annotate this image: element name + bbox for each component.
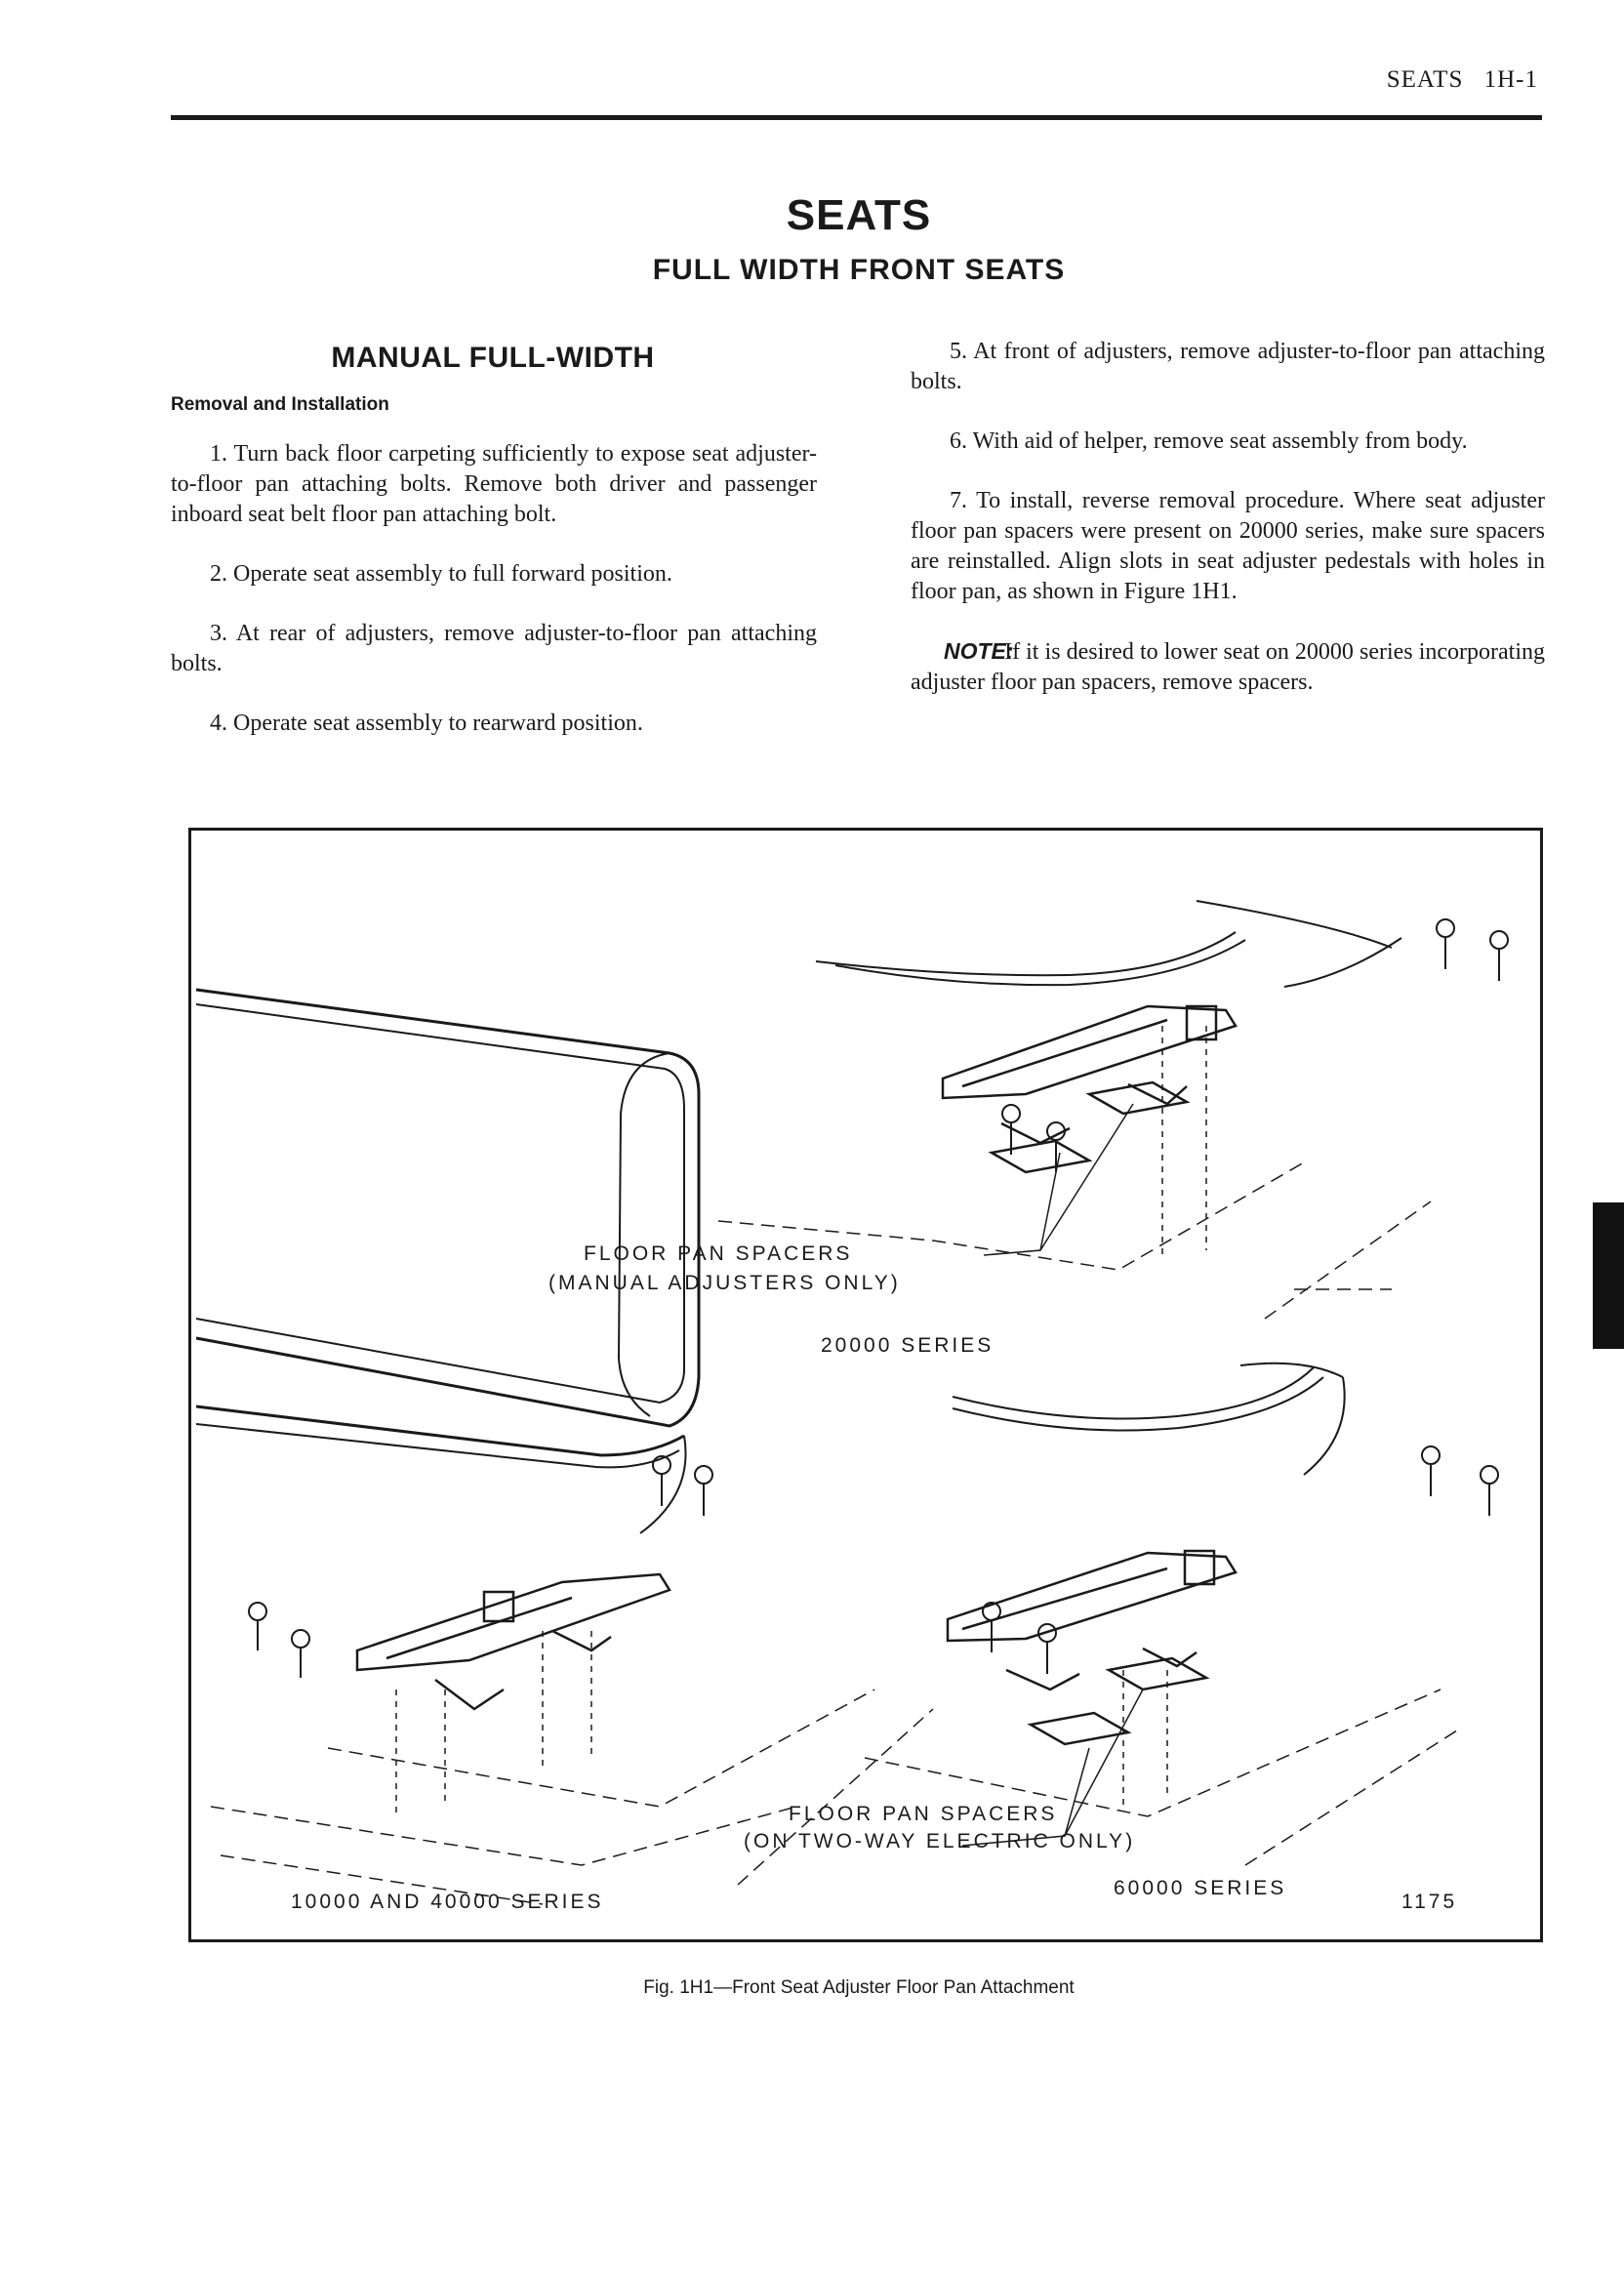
running-head <box>1387 66 1538 94</box>
callout-10000-and-40000-series: 10000 AND 40000 SERIES <box>291 1891 604 1913</box>
step-7: 7. To install, reverse removal procedure. Where seat adjuster floor pan spacers were present on 20000 series, make sure spacers are reinstalled. Align slots in seat adjuster pedestals with holes in floor pan, as shown in Figure 1H1. <box>911 488 1545 604</box>
page-subtitle: FULL WIDTH FRONT SEATS <box>652 254 1066 286</box>
bolts <box>249 919 1508 1678</box>
callout-two-way-electric-only: (ON TWO-WAY ELECTRIC ONLY) <box>744 1830 1136 1852</box>
bottom-right-cushion-drawing <box>953 1364 1345 1475</box>
step-2: 2. Operate seat assembly to full forward position. <box>210 561 672 587</box>
callout-60000-series: 60000 SERIES <box>1114 1877 1287 1899</box>
figure-number: 1175 <box>1401 1891 1458 1913</box>
note-label: NOTE: <box>944 638 1014 664</box>
section-heading: MANUAL FULL-WIDTH <box>331 342 655 374</box>
figure-illustration <box>188 828 1543 1942</box>
page-number: 1H-1 <box>1483 66 1538 93</box>
running-head-section: SEATS <box>1386 66 1464 93</box>
page-title: SEATS <box>786 191 932 239</box>
figure-caption: Fig. 1H1—Front Seat Adjuster Floor Pan Attachment <box>643 1977 1075 1998</box>
subheading: Removal and Installation <box>171 394 389 415</box>
step-4: 4. Operate seat assembly to rearward position. <box>210 711 643 736</box>
top-right-cushion-drawing <box>816 901 1401 987</box>
step-3: 3. At rear of adjusters, remove adjuster-to-floor pan attaching bolts. <box>171 621 817 676</box>
right-column <box>911 337 1545 698</box>
floor-pan-spacers <box>992 1082 1206 1744</box>
adjuster-track-left <box>357 1574 670 1709</box>
header-rule <box>171 115 1542 120</box>
callout-manual-adjusters-only: (MANUAL ADJUSTERS ONLY) <box>548 1272 901 1294</box>
callout-floor-pan-spacers-electric: FLOOR PAN SPACERS <box>789 1803 1058 1825</box>
step-6: 6. With aid of helper, remove seat assembly from body. <box>950 428 1468 454</box>
seat-adjuster-drawing <box>191 831 1546 1945</box>
callout-floor-pan-spacers-manual: FLOOR PAN SPACERS <box>584 1242 853 1265</box>
step-5: 5. At front of adjusters, remove adjuster-to-floor pan attaching bolts. <box>911 339 1545 394</box>
bolt-alignment-lines <box>396 1026 1206 1816</box>
thumb-index-tab <box>1593 1202 1624 1349</box>
adjuster-track-top-right <box>943 1006 1236 1143</box>
note-text: If it is desired to lower seat on 20000 series incorporating adjuster floor pan spacers, remove spacers. <box>911 639 1545 695</box>
callout-20000-series: 20000 SERIES <box>821 1334 995 1357</box>
step-1: 1. Turn back floor carpeting sufficiently to expose seat adjuster-to-floor pan attaching bolts. Remove both driver and passenger inboard seat belt floor pan attaching bolt. <box>171 441 817 527</box>
note-block <box>911 636 1545 698</box>
left-column <box>171 439 817 768</box>
